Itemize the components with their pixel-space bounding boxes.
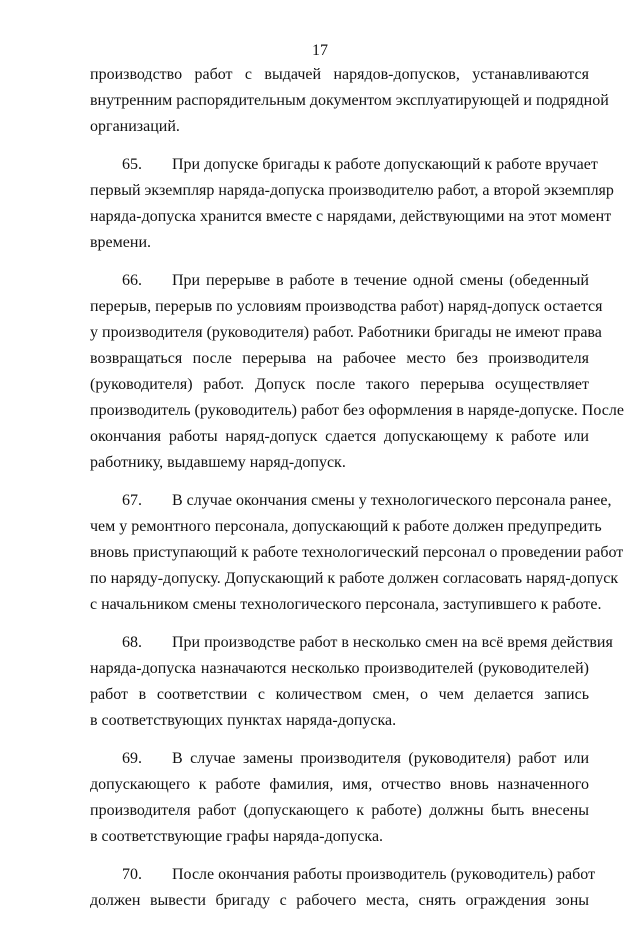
text-line: с начальником смены технологического персонала, заступившего к работе.: [90, 596, 602, 613]
paragraph-first-line: [90, 862, 596, 888]
text-line: должен вывести бригаду с рабочего места, снять ограждения зоны: [90, 892, 589, 909]
paragraph-number: 70.: [122, 866, 142, 883]
text-line: производство работ с выдачей нарядов-допусков, устанавливаются: [90, 66, 589, 83]
paragraph-first-line: [90, 152, 598, 178]
paragraph-number: 65.: [122, 156, 142, 173]
paragraph-67: [90, 488, 624, 618]
paragraph-first-line: [90, 488, 612, 514]
text-line: чем у ремонтного персонала, допускающий к работе должен предупредить: [90, 518, 602, 535]
paragraph-first-line: [90, 746, 589, 772]
paragraph-65: [90, 152, 614, 256]
text-line: работ в соответствии с количеством смен, о чем делается запись: [90, 686, 589, 703]
text-line: работнику, выдавшему наряд-допуск.: [90, 454, 346, 471]
text-line: организаций.: [90, 118, 180, 135]
text-line: у производителя (руководителя) работ. Работники бригады не имеют права: [90, 324, 602, 341]
paragraph-68: [90, 630, 613, 734]
text-line: При производстве работ в несколько смен на всё время действия: [172, 634, 613, 651]
text-line: (руководителя) работ. Допуск после такого перерыва осуществляет: [90, 376, 589, 393]
paragraph-number: 69.: [122, 750, 142, 767]
text-line: вновь приступающий к работе технологический персонал о проведении работ: [90, 544, 624, 561]
text-line: наряда-допуска хранится вместе с нарядами, действующими на этот момент: [90, 208, 612, 225]
text-line: первый экземпляр наряда-допуска производителю работ, а второй экземпляр: [90, 182, 614, 199]
text-line: в соответствующие графы наряда-допуска.: [90, 828, 384, 845]
paragraph-69: [90, 746, 589, 850]
text-line: При перерыве в работе в течение одной смены (обеденный: [172, 272, 589, 289]
text-line: допускающего к работе фамилия, имя, отчество вновь назначенного: [90, 776, 589, 793]
text-line: возвращаться после перерыва на рабочее место без производителя: [90, 350, 589, 367]
paragraph-number: 66.: [122, 272, 142, 289]
text-line: наряда-допуска назначаются несколько производителей (руководителей): [90, 660, 589, 677]
text-line: окончания работы наряд-допуск сдается допускающему к работе или: [90, 428, 589, 445]
text-line: в соответствующих пунктах наряда-допуска.: [90, 712, 397, 729]
text-line: производителя работ (допускающего к работе) должны быть внесены: [90, 802, 589, 819]
text-line: В случае окончания смены у технологического персонала ранее,: [172, 492, 612, 509]
text-line: по наряду-допуску. Допускающий к работе должен согласовать наряд-допуск: [90, 570, 619, 587]
paragraph-first-line: [90, 630, 613, 656]
text-line: внутренним распорядительным документом эксплуатирующей и подрядной: [90, 92, 609, 109]
text-line: При допуске бригады к работе допускающий к работе вручает: [172, 156, 598, 173]
document-body: [90, 62, 624, 926]
text-line: После окончания работы производитель (руководитель) работ: [172, 866, 596, 883]
paragraph-number: 68.: [122, 634, 142, 651]
paragraph-continuation: [90, 62, 609, 140]
paragraph-number: 67.: [122, 492, 142, 509]
paragraph-70: [90, 862, 596, 914]
paragraph-66: [90, 268, 624, 476]
text-line: В случае замены производителя (руководителя) работ или: [172, 750, 589, 767]
page-number: 17: [312, 42, 328, 59]
text-line: производитель (руководитель) работ без оформления в наряде-допуске. После: [90, 402, 624, 419]
paragraph-first-line: [90, 268, 589, 294]
text-line: времени.: [90, 234, 152, 251]
text-line: перерыв, перерыв по условиям производства работ) наряд-допуск остается: [90, 298, 603, 315]
